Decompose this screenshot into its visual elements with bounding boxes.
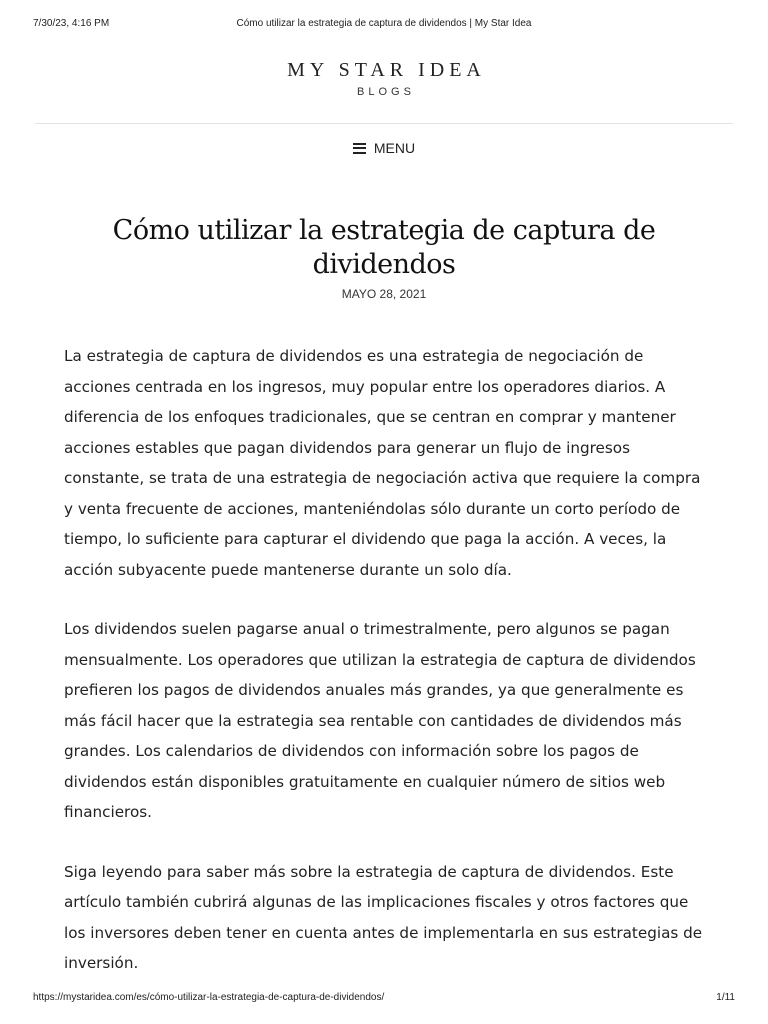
menu-toggle-button[interactable] — [353, 138, 415, 158]
article-title: Cómo utilizar la estrategia de captura de dividendos — [112, 215, 656, 280]
print-datetime: 7/30/23, 4:16 PM — [33, 18, 110, 29]
site-tagline: BLOGS — [357, 86, 415, 98]
article-date: MAYO 28, 2021 — [341, 287, 427, 301]
main-navigation — [0, 138, 768, 159]
menu-label: MENU — [373, 140, 416, 156]
hamburger-icon — [353, 143, 366, 154]
header-divider — [35, 123, 733, 124]
site-title[interactable]: MY STAR IDEA — [287, 59, 486, 81]
print-page-title: Cómo utilizar la estrategia de captura de dividendos | My Star Idea — [236, 18, 532, 29]
site-header — [0, 58, 768, 98]
article-paragraph: La estrategia de captura de dividendos es una estrategia de negociación de acciones centrada en los ingresos, muy popular entre los operadores diarios. A diferencia de los enfoques tradicionales, que se centran en comprar y mantener acciones estables que pagan dividendos para generar un flujo de ingresos constante, se trata de una estrategia de negociación activa que requiere la compra y venta frecuente de acciones, manteniéndolas sólo durante un corto período de tiempo, lo suficiente para capturar el dividendo que paga la acción. A veces, la acción subyacente puede mantenerse durante un solo día. — [64, 347, 701, 579]
article-body — [64, 341, 714, 1008]
print-url: https://mystaridea.com/es/cómo-utilizar-la-estrategia-de-captura-de-dividendos/ — [33, 992, 385, 1003]
print-page-number: 1/11 — [716, 992, 735, 1003]
article-paragraph: Siga leyendo para saber más sobre la estrategia de captura de dividendos. Este artículo también cubrirá algunas de las implicaciones fiscales y otros factores que los inversores deben tener en cuenta antes de implementarla en sus estrategias de inversión. — [64, 862, 703, 972]
print-header — [0, 18, 768, 32]
article-paragraph: Los dividendos suelen pagarse anual o trimestralmente, pero algunos se pagan mensualmente. Los operadores que utilizan la estrategia de captura de dividendos prefieren los pagos de dividendos anuales más grandes, ya que generalmente es más fácil hacer que la estrategia sea rentable con cantidades de dividendos más grandes. Los calendarios de dividendos con información sobre los pagos de dividendos están disponibles gratuitamente en cualquier número de sitios web financieros. — [64, 620, 696, 821]
